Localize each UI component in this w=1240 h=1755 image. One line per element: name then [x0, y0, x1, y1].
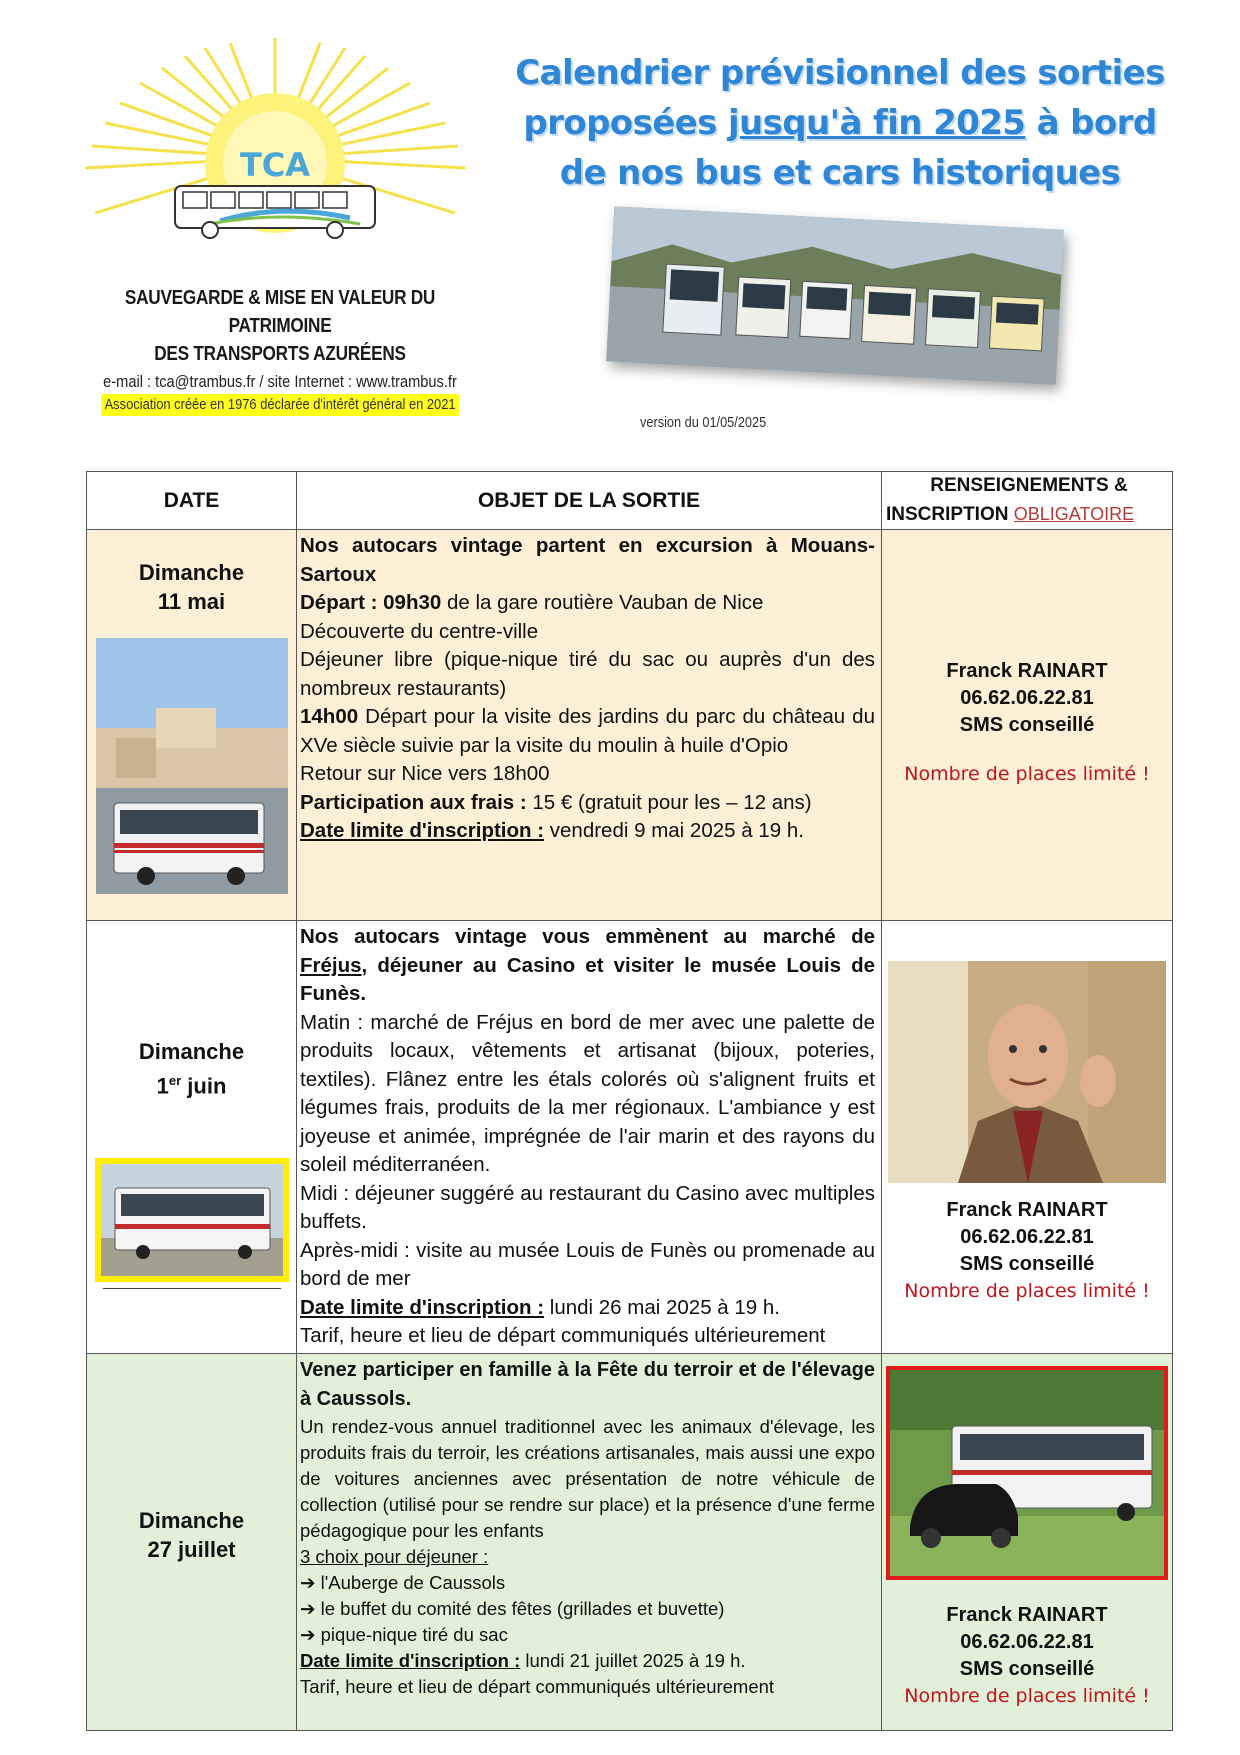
header-info: RENSEIGNEMENTS & INSCRIPTION OBLIGATOIRE — [882, 472, 1173, 530]
row-day: Dimanche — [138, 1508, 245, 1533]
association-note: Association créée en 1976 déclarée d'intérêt général en 2021 — [101, 394, 459, 416]
org-block — [60, 284, 500, 416]
info-cell — [882, 530, 1173, 921]
outing-line: Déjeuner libre (pique-nique tiré du sac ou auprès d'un des nombreux restaurants) — [300, 648, 875, 700]
outing-title: Nos autocars vintage vous emmènent au marché de Fréjus, déjeuner au Casino et visiter le musée Louis de Funès. — [300, 925, 875, 1005]
deadline: Date limite d'inscription : vendredi 9 mai 2025 à 19 h. — [300, 819, 804, 842]
frejus-bus-photo — [95, 1158, 289, 1282]
row-day: Dimanche — [138, 1039, 245, 1064]
schedule-table — [86, 471, 1173, 1731]
object-cell: Nos autocars vintage partent en excursion à Mouans-Sartoux Départ : 09h30 de la gare routière Vauban de Nice Découverte du centre-ville Déjeuner libre (pique-nique tiré du sac ou auprès d'un des nombreux restaurants) 14h00 Départ pour la visite des jardins du parc du château du XVe siècle suivie par la visite du moulin à huile d'Opio Retour sur Nice vers 18h00 Participation aux frais : 15 € (gratuit pour les – 12 ans) Date limite d'inscription : vendredi 9 mai 2025 à 19 h. — [297, 530, 882, 921]
outing-line: Un rendez-vous annuel traditionnel avec les animaux d'élevage, les produits frais du terroir, les créations artisanales, mais aussi une expo de voitures anciennes avec présentation de notre véhicule de collection (utilisé pour se rendre sur place) et la présence d'une ferme pédagogique pour les enfants — [300, 1416, 875, 1541]
bus-fleet-photo — [606, 206, 1063, 384]
mandatory-label: OBLIGATOIRE — [1013, 504, 1135, 524]
title-line-1: Calendrier prévisionnel des sorties — [515, 53, 1165, 93]
outing-line: Après-midi : visite au musée Louis de Funès ou promenade au bord de mer — [300, 1238, 875, 1290]
outing-line: Matin : marché de Fréjus en bord de mer avec une palette de produits locaux, vêtements et artisanat (bijoux, poteries, textiles). Flânez entre les étals colorés où s'alignent fruits et légumes frais, produits de la mer régionaux. L'ambiance y est joyeuse et animée, imprégnée de l'air marin et des rayons du soleil méditerranéen. — [300, 1010, 875, 1176]
outing-title: Venez participer en famille à la Fête du terroir et de l'élevage à Caussols. — [300, 1359, 875, 1410]
choice-item: ➔ pique-nique tiré du sac — [300, 1624, 508, 1645]
info-cell — [882, 1354, 1173, 1731]
contact-name: Franck RAINART — [946, 1604, 1108, 1626]
outing-line: Tarif, heure et lieu de départ communiqués ultérieurement — [300, 1676, 775, 1697]
org-name-line1: SAUVEGARDE & MISE EN VALEUR DU PATRIMOINE — [124, 287, 436, 337]
choice-item: ➔ l'Auberge de Caussols — [300, 1572, 506, 1593]
row-date: 1er juin — [156, 1073, 227, 1099]
outing-line: Tarif, heure et lieu de départ communiqués ultérieurement — [300, 1324, 826, 1347]
places-limit: Nombre de places limité ! — [904, 1280, 1150, 1302]
header-date: DATE — [87, 472, 297, 530]
tca-logo — [80, 38, 480, 278]
contact-phone[interactable]: 06.62.06.22.81 — [960, 1631, 1094, 1653]
contact-phone[interactable]: 06.62.06.22.81 — [960, 687, 1094, 709]
places-limit: Nombre de places limité ! — [904, 763, 1150, 785]
contact-phone[interactable]: 06.62.06.22.81 — [960, 1226, 1094, 1248]
svg-text:TCA: TCA — [239, 146, 311, 184]
header-object: OBJET DE LA SORTIE — [297, 472, 882, 530]
sms-note: SMS conseillé — [959, 1658, 1095, 1680]
org-contact: e-mail : tca@trambus.fr / site Internet : www.trambus.fr — [103, 372, 457, 391]
row-day: Dimanche — [138, 560, 245, 585]
choice-item: ➔ le buffet du comité des fêtes (grillades et buvette) — [300, 1598, 725, 1619]
version-label: version du 01/05/2025 — [640, 414, 767, 431]
louis-de-funes-photo — [888, 961, 1166, 1183]
deadline: Date limite d'inscription : lundi 26 mai 2025 à 19 h. — [300, 1295, 780, 1319]
org-name-line2: DES TRANSPORTS AZURÉENS — [154, 343, 406, 365]
divider — [103, 1288, 281, 1289]
table-row — [87, 1354, 1173, 1731]
title-line-2: proposées jusqu'à fin 2025 à bord — [523, 103, 1157, 143]
page-title — [495, 48, 1185, 198]
mouans-bus-photo — [96, 638, 288, 894]
contact-name: Franck RAINART — [946, 660, 1108, 682]
caussols-bus-photo — [886, 1366, 1168, 1580]
row-date: 27 juillet — [147, 1537, 236, 1562]
places-limit: Nombre de places limité ! — [904, 1685, 1150, 1707]
title-line-3: de nos bus et cars historiques — [559, 153, 1121, 193]
table-header-row — [87, 472, 1173, 530]
table-row — [87, 530, 1173, 921]
row-date: 11 mai — [157, 589, 226, 614]
table-row — [87, 921, 1173, 1354]
outing-line: Retour sur Nice vers 18h00 — [300, 762, 550, 785]
object-cell — [297, 1354, 882, 1731]
choices-label: 3 choix pour déjeuner : — [300, 1546, 489, 1567]
object-cell — [297, 921, 882, 1354]
sms-note: SMS conseillé — [959, 1253, 1095, 1275]
deadline: Date limite d'inscription : lundi 21 juillet 2025 à 19 h. — [300, 1650, 746, 1671]
sms-note: SMS conseillé — [959, 714, 1095, 736]
date-cell — [87, 1354, 297, 1731]
outing-title: Nos autocars vintage partent en excursion à Mouans-Sartoux — [300, 534, 875, 586]
outing-line: Midi : déjeuner suggéré au restaurant du Casino avec multiples buffets. — [300, 1181, 875, 1233]
outing-line: Découverte du centre-ville — [300, 619, 539, 643]
contact-name: Franck RAINART — [946, 1199, 1108, 1221]
info-cell — [882, 921, 1173, 1354]
date-cell — [87, 530, 297, 921]
date-cell — [87, 921, 297, 1354]
